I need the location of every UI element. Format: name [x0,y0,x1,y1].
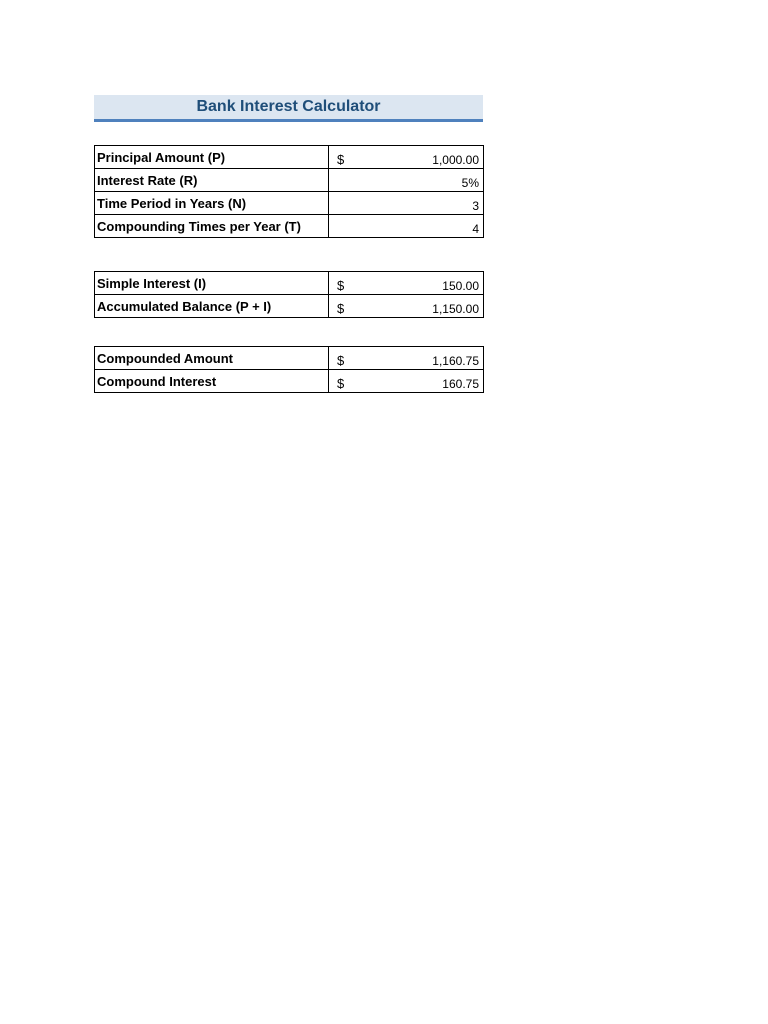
table-row [95,295,484,318]
table-row [95,215,484,238]
currency-symbol: $ [337,278,345,293]
compound-interest-label[interactable]: Compound Interest [95,370,329,393]
interest-rate-label[interactable]: Interest Rate (R) [95,169,329,192]
calculator-sheet [94,95,483,391]
table-row [95,169,484,192]
currency-symbol: $ [337,301,345,316]
simple-interest-value: 150.00 [442,279,479,293]
currency-symbol: $ [337,376,345,391]
time-period-value: 3 [472,199,479,213]
table-row [95,146,484,169]
principal-cell[interactable] [329,146,484,169]
compounding-times-label[interactable]: Compounding Times per Year (T) [95,215,329,238]
compound-interest-cell[interactable] [329,370,484,393]
principal-value: 1,000.00 [432,153,479,167]
interest-rate-value: 5% [461,176,479,190]
principal-label[interactable]: Principal Amount (P) [95,146,329,169]
time-period-cell[interactable] [329,192,484,215]
simple-interest-table [94,271,484,318]
compound-interest-table [94,346,484,393]
accumulated-balance-cell[interactable] [329,295,484,318]
simple-interest-cell[interactable] [329,272,484,295]
inputs-table [94,145,484,238]
compounded-amount-cell[interactable] [329,347,484,370]
currency-symbol: $ [337,353,345,368]
simple-interest-label[interactable]: Simple Interest (I) [95,272,329,295]
compounded-amount-value: 1,160.75 [432,354,479,368]
compounding-times-cell[interactable] [329,215,484,238]
table-row [95,370,484,393]
table-row [95,192,484,215]
sheet-title: Bank Interest Calculator [94,95,483,122]
compounded-amount-label[interactable]: Compounded Amount [95,347,329,370]
accumulated-balance-value: 1,150.00 [432,302,479,316]
table-row [95,272,484,295]
table-row [95,347,484,370]
accumulated-balance-label[interactable]: Accumulated Balance (P + I) [95,295,329,318]
interest-rate-cell[interactable] [329,169,484,192]
time-period-label[interactable]: Time Period in Years (N) [95,192,329,215]
compound-interest-value: 160.75 [442,377,479,391]
currency-symbol: $ [337,152,345,167]
compounding-times-value: 4 [472,222,479,236]
